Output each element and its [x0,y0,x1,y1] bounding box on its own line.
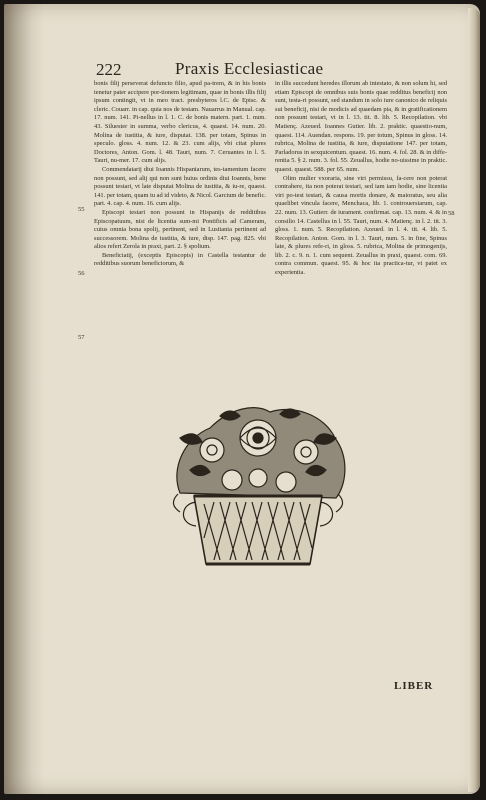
margin-number: 56 [78,270,85,277]
catchword: LIBER [394,680,434,692]
left-text-column [94,80,266,269]
flower-basket-woodcut-icon [160,398,356,572]
right-text-column [275,80,447,278]
page-edge [468,8,480,792]
margin-number: 58 [448,210,455,217]
running-title: Praxis Ecclesiasticae [175,59,324,78]
page-number: 222 [96,60,122,79]
paragraph: Commendatarij diui Ioannis Hispaniarum, tes-tamentum facere non possunt, sed alij qui non sunt huius ordinis diui Ioannis, bene possunt testari, vt late disputat Molina de iustitia, & iu-re, quaest. 141. per totam, quam tu ad id videto, & Nicol. Garcium de benefic. part. 4. cap. 4. num. 16. cum alijs. [94,165,266,208]
margin-number: 57 [78,334,85,341]
paragraph: Beneficiatij, (exceptis Episcopis) in Castella testantur de redditibus suorum beneficiorum, & [94,251,266,268]
paragraph: in illis succedunt heredes illorum ab intestato, & non solum hi, sed etiam Episcopi de omnibus suis bonis quae redditus beneficij non sunt, testa-ri possunt, sed standum in solo iure canonico de reliquis sui beneficij, nisi de modicis ad quaedam pia, & in gratificationem non possunt testari, vt in l. 13. tit. 8. lib. 5. Recopilation. vbi Matienç. Azeued. Ioannes Gutier. lib. 2. praktic. quaestio-num, quaest. 114. Auendan. respons. 19. per totum, Spinus in gloss. 14. rubrica, Molina de iustitia, & iure, disputatione 147. per totam, Parladorus in sexquicentum. quaest. 16. num. 4. fol. 28. & in diffe-rentia 5. § 2. num. 3. fol. 55. Zeuallus, hodie no-uissime in praktic. quaest. quaest. 588. per 65. num. [275,80,447,173]
margin-number: 55 [78,206,85,213]
paragraph: Olim mulier vxoraria, sine viri permissu, fa-cere non poterat contrahere, ita non poterat testari, sed iam iam hodie, sine licentia viri po-test testari, & causa mortis donare, & maioratus, seu alia quaelibet vincula facere, Menchaca, lib. 1. controuersiarum, cap. 22. num. 13. Gutierr. de iurament. confirmat. cap. 13. num. 4. & in consilio 14. Castellus in l. 55. Tauri, num. 4. Matienç. in l. 2. tit. 3. gloss. 1. num. 5. Recopilation. Azeued. in l. 4. tit. 4. lib. 5. Recopilation. Anton. Gom. in l. 3. Tauri, num. 5. in fine, Spinus late, & plures refe-ri, in gloss. 5. rubrica, Molina de primogenijs, lib. 2. c. 9. n. 1. cum sequent. Zeuallus in praxi, quaest. com. 69. contra commun. quaest. 95. & hoc ita practica-tur, vt patet ex experientia. [275,174,447,277]
paragraph: bonis filij perseverat defuncto filio, apud pa-trem, & in his bonis tenetur pater accipere por-tionem legitimam, quae in bonis illis filij ipsum contingit, vt in meo tract. presbyteros l.C. de Episc. & cleric. Couarr. in cap. quia nos de testam. Nauarrus in Manual. cap. 17. num. 141. Pi-nellus in l. 1. C. de bonis matern. part. 1. num. 43. Siluester in summa, verbo clericus, 4. quaest. 14. num. 20. Molina de iustitia, & iure, disputat. 138. per totam, Spinus in speculo. gloss. 4. num. 12. & 23. cum alijs, vbi citat plures Doctores, Anton. Gom. l. 48. Tauri, num. 7. Ceruantes in l. 5. Tauri, nu-mer. 17. cum alijs. [94,80,266,165]
paragraph: Episcopi testari non possunt in Hispanijs de redditibus Episcopatuum, nisi de licentia sum-mi Pontificis ad Cameram, cuius omnia bona spolij, pertinent, sed in Lusitania pertinent ad successorem. Molina de iustitia, & iure, disp. 147. pag. 825. vbi alios refert Zerola in praxi, part. 2. § spolium. [94,208,266,251]
